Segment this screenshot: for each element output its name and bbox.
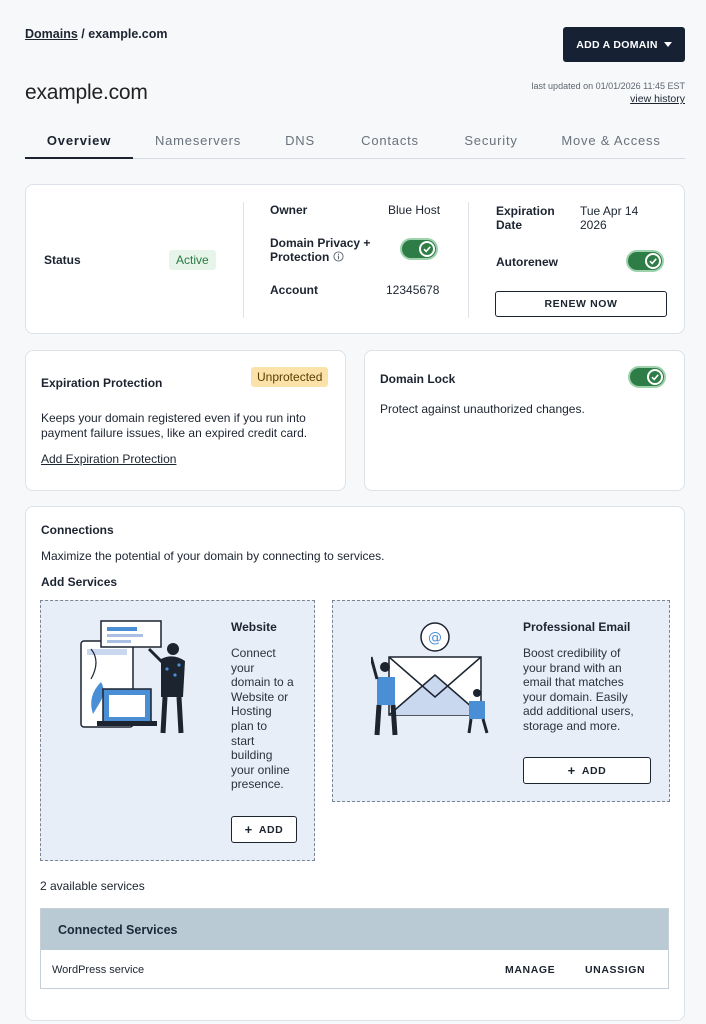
desc-line: Hosting [231,704,272,719]
add-domain-button[interactable] [563,27,685,62]
desc-line: domain to a [231,675,294,690]
autorenew-label: Autorenew [496,255,559,269]
expiration-label-line2: Date [496,218,523,232]
view-history-link[interactable]: view history [630,93,685,105]
desc-line: plan to [231,718,268,733]
status-badge: Active [169,250,216,270]
desc-line: your domain. Easily [523,689,628,704]
desc-line: building [231,748,273,763]
domain-lock-card [364,350,685,491]
domain-lock-desc: Protect against unauthorized changes. [380,402,585,416]
desc-line: your [231,660,255,675]
domain-lock-toggle[interactable] [628,366,666,388]
add-email-button[interactable] [523,757,651,784]
connections-title: Connections [41,523,114,537]
desc-line: Boost credibility of [523,646,621,660]
owner-value: Blue Host [388,203,441,217]
caret-down-icon [664,42,672,47]
connected-services-header: Connected Services [41,909,668,950]
desc-line: add additional users, [523,704,634,719]
expiration-value-line2: 2026 [580,218,607,232]
domain-lock-title: Domain Lock [380,372,456,386]
connected-services-table [40,908,669,989]
website-service-title: Website [231,620,277,634]
toggle-check-icon [419,241,435,257]
available-services-count: 2 available services [40,879,145,893]
page-title: example.com [25,81,148,104]
desc-line: presence. [231,777,284,792]
privacy-label-line2 [270,250,344,264]
expiration-label-line1: Expiration [496,204,555,218]
privacy-toggle[interactable] [400,238,438,260]
domain-summary-card [25,184,685,334]
email-illustration-icon [371,619,495,739]
tab-security[interactable]: Security [464,133,518,148]
account-value: 12345678 [386,283,440,297]
autorenew-toggle[interactable] [626,250,664,272]
website-service-desc [231,646,294,792]
desc-line: your brand with an [523,660,622,675]
add-label: ADD [581,764,607,777]
toggle-check-icon [647,369,663,385]
plus-icon: + [244,822,253,837]
unassign-button[interactable]: UNASSIGN [585,964,646,976]
expiration-protection-desc-line1: Keeps your domain registered even if you run into [41,411,306,425]
email-service-desc [523,646,634,734]
desc-line: start [231,733,255,748]
add-label: ADD [258,823,284,836]
connections-desc: Maximize the potential of your domain by connecting to services. [41,549,385,563]
toggle-check-icon [645,253,661,269]
last-updated-text: last updated on 01/01/2026 11:45 EST [531,81,685,91]
breadcrumb-current: example.com [88,27,168,41]
info-icon[interactable] [333,251,344,262]
add-services-label: Add Services [41,575,118,589]
unprotected-badge: Unprotected [251,367,328,387]
website-illustration-icon [79,619,199,739]
divider [468,202,469,318]
expiration-protection-desc-line2: payment failure issues, like an expired credit card. [41,426,308,440]
svg-text:@: @ [428,630,442,646]
expiration-protection-card [25,350,346,491]
breadcrumb [25,27,167,41]
website-service-card [40,600,315,861]
breadcrumb-separator: / [81,27,85,41]
add-expiration-protection-link[interactable]: Add Expiration Protection [41,452,177,466]
tab-contacts[interactable]: Contacts [361,133,419,148]
owner-label: Owner [270,203,308,217]
tab-nameservers[interactable]: Nameservers [154,133,242,148]
desc-line: email that matches [523,675,624,690]
status-label: Status [44,253,81,267]
privacy-label-text: Protection [270,250,330,264]
desc-line: Website or [231,689,289,704]
expiration-protection-title: Expiration Protection [41,376,163,390]
desc-line: Connect [231,646,276,660]
tab-dns[interactable]: DNS [285,133,315,148]
service-name: WordPress service [52,964,145,976]
desc-line: storage and more. [523,718,621,733]
tab-bar [25,128,685,159]
expiration-value-line1: Tue Apr 14 [580,204,639,218]
manage-button[interactable]: MANAGE [505,964,556,976]
breadcrumb-domains-link[interactable]: Domains [25,27,78,41]
add-website-button[interactable] [231,816,297,843]
privacy-label-line1: Domain Privacy + [270,236,371,250]
email-service-title: Professional Email [523,620,631,634]
desc-line: your online [231,762,290,777]
table-row [41,950,668,989]
account-label: Account [270,283,318,297]
renew-now-button[interactable]: RENEW NOW [495,291,667,317]
plus-icon: + [567,763,576,778]
tab-overview[interactable]: Overview [25,128,133,159]
email-service-card [332,600,670,802]
add-domain-label: ADD A DOMAIN [576,38,658,51]
divider [243,202,244,318]
tab-move-access[interactable]: Move & Access [561,133,661,148]
